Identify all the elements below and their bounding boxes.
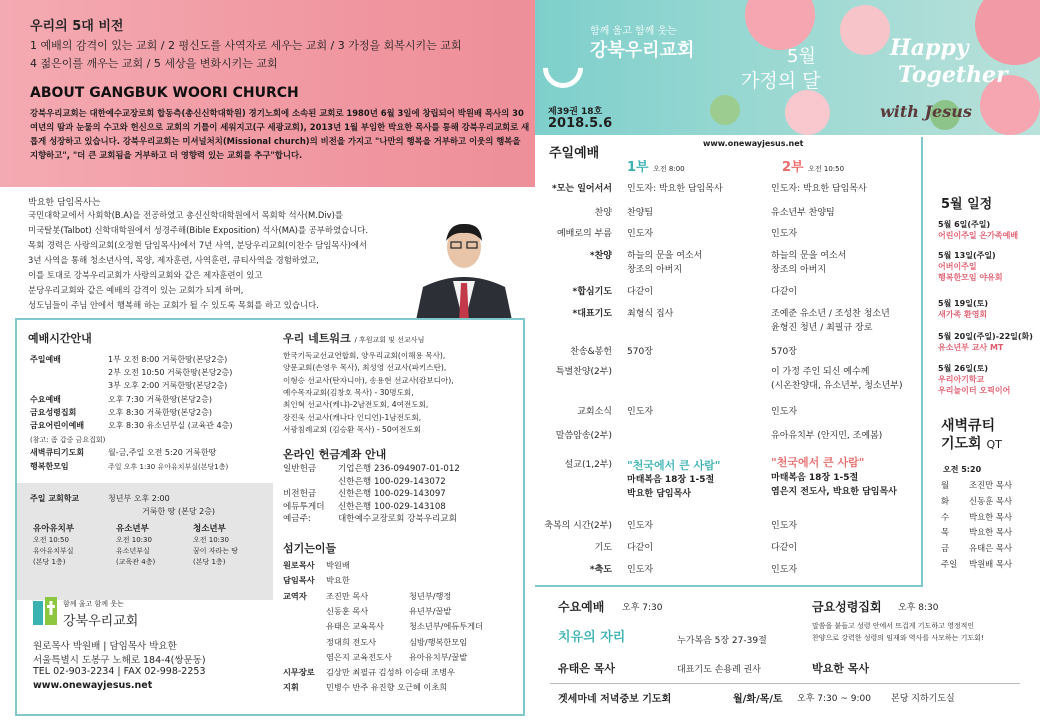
worship-row-label: *대표기도 — [572, 309, 612, 319]
worship-row-label: *모는 일어서서 — [551, 184, 612, 194]
friday-preacher: 박요한 목사 — [812, 662, 869, 675]
qt-leader: 조진만 목사 — [969, 480, 1013, 490]
sunday-school-title: 주일 교회학교 — [30, 494, 80, 503]
flower-decoration — [840, 5, 890, 55]
worship-row-service-2: 유소년부 찬양팀 — [771, 208, 835, 218]
worship-row-label: 설교(1,2부) — [564, 460, 612, 470]
worship-row-service-2: 인도자 — [771, 521, 798, 531]
network-item: 장진욱 선교사(캐나다 인디언)-1남전도회, — [283, 412, 422, 422]
worship-row-label: *합심기도 — [572, 287, 612, 297]
worship-row-label: 찬양 — [594, 208, 612, 218]
about-title: ABOUT GANGBUK WOORI CHURCH — [30, 85, 299, 101]
pastor-bio-line: 3년 사역을 통해 청소년사역, 목양, 제자훈련, 사역훈련, 큐티사역을 경험하였고, — [28, 255, 319, 265]
servant-duty: 유년부/꿀밭 — [409, 605, 452, 616]
service-time-label: 금요성령집회 — [30, 408, 77, 417]
happy-title-2: Together — [898, 62, 1008, 88]
offering-label: 비전헌금 — [283, 489, 317, 500]
friday-title: 금요성령집회 — [812, 600, 882, 614]
qt-title-1: 새벽큐티 — [941, 418, 996, 434]
network-title: 우리 네트워크 / 후원교회 및 선교사님 — [283, 332, 425, 345]
qt-leader: 박요한 목사 — [969, 511, 1013, 522]
pastor-bio-line: 성도님들이 주님 안에서 행복해 하는 교회가 될 수 있도록 목회를 하고 있습니다. — [28, 300, 319, 310]
worship-row-service-2: 인도자 — [771, 407, 798, 417]
school-dept-floor: (교육관 4층) — [116, 558, 156, 566]
service-time-value: 3부 오후 2:00 거룩한땅(본당2층) — [108, 381, 228, 390]
website-link[interactable]: www.onewayjesus.net — [703, 139, 804, 148]
month-label: 5월 — [787, 46, 816, 67]
qt-day: 화 — [941, 495, 950, 506]
youth-dept-time: 청년부 오후 2:00 — [108, 494, 170, 503]
offering-account: 신한은행 100-029-143097 — [338, 489, 446, 500]
sermon-1-preacher: 박요한 담임목사 — [627, 489, 691, 499]
church-tagline: 함께 울고 함께 웃는 — [590, 26, 677, 37]
network-item: 서광침례교회 (김승환 목사) - 50여전도회 — [283, 424, 422, 434]
worship-row-service-1: 인도자 — [627, 521, 654, 531]
network-item: 예수목자교회(김창호 목사) - 30명도회, — [283, 387, 414, 397]
worship-row-service-2: 인도자 — [771, 229, 798, 239]
servant-name: 민병수 반주 유진향 오근혜 이초희 — [326, 682, 448, 693]
gethsemane-place: 본당 지하기도실 — [891, 694, 955, 704]
schedule-event: 우리놀이터 오픽이어 — [938, 386, 1011, 395]
school-dept-place: 유아유치부실 — [33, 547, 74, 555]
worship-row-service-1: 인도자: 박요한 담임목사 — [627, 184, 723, 194]
pastor-bio-line: 미국탈봇(Talbot) 신학대학원에서 성경주해(Bible Exposition) 석사(MA)를 공부하였습니다. — [28, 225, 368, 235]
sermon-1-title: "천국에서 큰 사람" — [627, 459, 721, 472]
dawn-prayer-time: 월-금,주일 오전 5:20 거룩한땅 — [108, 448, 217, 457]
schedule-date: 5월 13일(주일) — [938, 251, 996, 260]
offering-account: 대한예수교장로회 강북우리교회 — [338, 514, 457, 525]
service-note: (참고: 좀 갑중 금요집회) — [30, 436, 106, 444]
worship-row-service-1: 인도자 — [627, 565, 654, 575]
happy-meeting-label: 행복한모임 — [30, 462, 69, 471]
service-1-head: 1부 오전 8:00 — [627, 160, 685, 175]
service-time-label: 주일예배 — [30, 355, 61, 364]
happy-title-1: Happy — [890, 35, 969, 61]
wednesday-title: 수요예배 — [558, 600, 605, 614]
worship-row-label: 찬송&봉헌 — [570, 347, 612, 357]
servant-name: 유태은 교육목사 — [326, 621, 384, 632]
happy-meeting-time: 주일 오후 1:30 유아유치부실(본당1층) — [108, 463, 229, 471]
worship-row-label: 예배로의 부름 — [556, 229, 612, 239]
servant-name: 조진만 목사 — [326, 590, 369, 601]
schedule-date: 5월 6일(주일) — [938, 220, 991, 229]
school-dept-place: 꿈이 자라는 땅 — [193, 547, 239, 555]
servant-name: 박요한 — [326, 575, 350, 586]
servant-role: 지휘 — [283, 682, 299, 693]
servant-role: 담임목사 — [283, 575, 315, 586]
worship-row-service-1: 하늘의 문을 여소서 — [627, 251, 703, 261]
offering-label: 에듀투게더 — [283, 501, 325, 512]
vision-line-2: 4 젊은이를 깨우는 교회 / 5 세상을 변화시키는 교회 — [30, 57, 278, 70]
pastor-bio-line: 국민대학교에서 사회학(B.A)을 전공하였고 총신신학대학원에서 목회학 석사(M.Div)를 — [28, 210, 343, 220]
servant-role: 원로목사 — [283, 560, 315, 570]
flower-decoration — [975, 0, 1040, 65]
servant-name: 정대희 전도사 — [326, 636, 377, 647]
contact-address: 서울특별시 도봉구 노해로 184-4(쌍문동) — [33, 655, 206, 666]
school-dept-name: 유아유치부 — [33, 524, 75, 534]
offering-account: 신한은행 100-029-143072 — [338, 476, 446, 487]
offering-label: 예금주: — [283, 514, 311, 525]
qt-day: 월 — [941, 480, 950, 490]
servant-duty: 유아유치부/꿀밭 — [409, 651, 468, 662]
worship-row-service-1: 다같이 — [627, 543, 654, 553]
worship-row-label: 기도 — [594, 543, 612, 553]
schedule-event: 유소년부 교사 MT — [938, 343, 1004, 352]
worship-row-service-1: 창조의 아버지 — [627, 265, 683, 275]
servant-duty: 심방/행복한모임 — [409, 636, 468, 647]
gethsemane-title: 겟세마네 저녁중보 기도회 — [558, 694, 672, 705]
offering-title: 온라인 헌금계좌 안내 — [283, 448, 387, 461]
school-dept-time: 오전 10:30 — [116, 536, 152, 544]
offering-account: 신한은행 100-029-143108 — [338, 501, 446, 512]
pastor-label: 박요한 담임목사는 — [28, 198, 101, 208]
worship-row-label: 축복의 시간(2부) — [544, 521, 612, 531]
schedule-event: 어린이주일 온가족예배 — [938, 231, 1019, 240]
worship-row-service-1: 인도자 — [627, 407, 654, 417]
school-dept-name: 청소년부 — [193, 524, 226, 534]
sermon-2-verse: 마태복음 18장 1-5절 — [771, 473, 859, 483]
divider — [550, 683, 1020, 684]
worship-row-service-2: (시온찬양대, 유소년부, 청소년부) — [771, 381, 903, 391]
qt-leader: 박요한 목사 — [969, 527, 1013, 538]
pastor-bio-line: 분당우리교회와 같은 예배의 감격이 있는 교회가 되게 하며, — [28, 285, 244, 295]
offering-account: 기업은행 236-094907-01-012 — [338, 464, 460, 474]
worship-row-service-1: 다같이 — [627, 287, 654, 297]
network-item: 최인혁 선교사(케냐)-2남전도회, 4여전도회, — [283, 400, 429, 410]
schedule-title: 5월 일정 — [941, 197, 993, 212]
servant-name: 박원배 — [326, 560, 350, 570]
sermon-1-verse: 마태복음 18장 1-5절 — [627, 475, 715, 485]
qt-day: 주일 — [941, 559, 958, 569]
servants-title: 섬기는이들 — [283, 542, 337, 555]
school-dept-floor: (본당 1층) — [33, 558, 66, 566]
vision-title: 우리의 5대 비전 — [30, 19, 124, 34]
worship-row-service-2: 이 가정 주인 되신 예수께 — [771, 367, 870, 377]
contact-website[interactable]: www.onewayjesus.net — [33, 680, 153, 691]
worship-row-service-1: 570장 — [627, 347, 653, 357]
servant-name: 김상만 최필규 김성하 이승태 조병우 — [326, 667, 456, 678]
worship-row-service-2: 다같이 — [771, 543, 798, 553]
wednesday-prayer: 대표기도 손용례 권사 — [677, 665, 761, 675]
church-name: 강북우리교회 — [590, 40, 695, 61]
service-2-head: 2부 오전 10:50 — [782, 160, 845, 175]
worship-row-service-1: 찬양팀 — [627, 208, 654, 218]
friday-text-2: 찬양으로 강력한 성령의 임재와 역사를 사모하는 기도회! — [812, 634, 984, 642]
worship-row-service-2: 하늘의 문을 여소서 — [771, 251, 847, 261]
worship-row-service-2: 다같이 — [771, 287, 798, 297]
wednesday-verse: 누가복음 5장 27-39절 — [677, 636, 767, 646]
church-logo-icon — [33, 597, 57, 625]
contact-pastors: 원로목사 박원배 | 담임목사 박요한 — [33, 641, 177, 652]
worship-row-service-2: 조예준 유소년 / 조성찬 청소년 — [771, 309, 890, 319]
worship-row-service-2: 창조의 아버지 — [771, 265, 827, 275]
service-time-value: 오후 8:30 거룩한땅(본당2층) — [108, 408, 212, 417]
school-dept-place: 유소년부실 — [116, 547, 150, 555]
offering-label: 일반헌금 — [283, 464, 317, 474]
worship-row-service-2: 유아유치부 (안지민, 조예봄) — [771, 431, 883, 441]
worship-row-label: 말씀암송(2부) — [555, 431, 612, 441]
sermon-2-preacher: 염은지 전도사, 박요한 담임목사 — [771, 487, 897, 497]
worship-row-service-2: 윤형진 청년 / 최필규 장로 — [771, 323, 873, 333]
gethsemane-time: 오후 7:30 ~ 9:00 — [797, 694, 871, 704]
wednesday-sermon-title: 치유의 자리 — [558, 630, 626, 645]
service-time-value: 오후 7:30 거룩한땅(본당2층) — [108, 395, 212, 404]
worship-title: 주일예배 — [549, 146, 600, 161]
dawn-prayer-label: 새벽큐티기도회 — [30, 448, 85, 457]
worship-row-label: 특별찬양(2부) — [555, 367, 612, 377]
wednesday-time: 오후 7:30 — [622, 603, 663, 613]
network-item: 양문교회(손영우 목사), 최성영 선교사(파키스탄), — [283, 363, 447, 373]
leaf-decoration — [710, 95, 740, 125]
servant-role: 교역자 — [283, 590, 307, 601]
flower-decoration — [785, 90, 830, 135]
worship-row-service-1: 최형식 집사 — [627, 309, 674, 319]
service-time-label: 수요예배 — [30, 395, 61, 404]
service-time-label: 금요어린이예배 — [30, 421, 85, 430]
schedule-date: 5월 26일(토) — [938, 364, 988, 373]
servant-role: 시무장로 — [283, 667, 315, 678]
issue-number: 제39권 18호 — [548, 107, 603, 117]
vision-line-1: 1 예배의 감격이 있는 교회 / 2 평신도를 사역자로 세우는 교회 / 3 가정을 회복시키는 교회 — [30, 39, 462, 52]
friday-time: 오후 8:30 — [898, 603, 939, 613]
servant-name: 염은지 교육전도사 — [326, 651, 392, 662]
servant-duty: 청소년부/에듀투게더 — [409, 621, 483, 632]
schedule-event: 행복한모임 야유회 — [938, 273, 1003, 282]
network-item: 이형승 선교사(탄자니아), 송용현 선교사(캄보디아), — [283, 375, 454, 385]
friday-text-1: 말씀을 붙들고 성령 안에서 뜨겁게 기도하고 영정적인 — [812, 622, 975, 630]
worship-row-service-2: 인도자 — [771, 565, 798, 575]
schedule-date: 5월 19일(토) — [938, 299, 988, 308]
contact-tagline: 함께 울고 함께 웃는 — [63, 600, 124, 608]
sermon-2-title: "천국에서 큰 사람" — [771, 456, 865, 469]
pastor-bio-line: 목회 경력은 사랑의교회(오정현 담임목사)에서 7년 사역, 분당우리교회(이찬수 담임목사)에서 — [28, 240, 368, 250]
schedule-event: 새가족 환영회 — [938, 310, 988, 319]
worship-row-label: 교회소식 — [577, 407, 612, 417]
qt-day: 수 — [941, 511, 950, 522]
worship-row-service-1: 인도자 — [627, 229, 654, 239]
school-dept-name: 유소년부 — [116, 524, 149, 534]
qt-leader: 박원배 목사 — [969, 559, 1013, 569]
school-dept-time: 오전 10:30 — [193, 536, 229, 544]
servant-name: 신동훈 목사 — [326, 605, 369, 616]
school-dept-time: 오전 10:50 — [33, 536, 69, 544]
youth-dept-place: 거룩한 땅 (본당 2층) — [142, 507, 216, 516]
schedule-event: 어버이주일 — [938, 262, 977, 271]
servant-duty: 청년부/행정 — [409, 590, 452, 601]
qt-leader: 신동훈 목사 — [969, 495, 1013, 506]
qt-time: 오전 5:20 — [943, 465, 982, 474]
qt-title-2: 기도회 QT — [941, 436, 1002, 452]
happy-title-3: with Jesus — [880, 102, 972, 121]
schedule-date: 5월 20일(주일)-22일(화) — [938, 332, 1033, 341]
worship-row-service-2: 인도자: 박요한 담임목사 — [771, 184, 867, 194]
pastor-photo — [405, 215, 523, 325]
service-time-value: 오후 8:30 유소년부실 (교육관 4층) — [108, 421, 233, 430]
pastor-bio — [28, 208, 448, 313]
qt-day: 금 — [941, 543, 950, 554]
wednesday-preacher: 유태은 목사 — [558, 662, 615, 675]
qt-day: 목 — [941, 527, 950, 538]
schedule-event: 우리아기학교 — [938, 375, 985, 384]
gethsemane-days: 월/화/목/토 — [733, 694, 783, 705]
service-times-title: 예배시간안내 — [28, 332, 92, 345]
month-theme: 가정의 달 — [741, 70, 821, 92]
pastor-bio-line: 이를 토대로 강북우리교회가 사랑의교회와 같은 제자훈련이 있고 — [28, 270, 263, 280]
issue-date: 2018.5.6 — [548, 116, 613, 131]
worship-row-label: *찬양 — [589, 251, 612, 261]
qt-leader: 유태은 목사 — [969, 543, 1013, 554]
service-time-value: 1부 오전 8:00 거룩한땅(본당2층) — [108, 355, 228, 364]
worship-row-label: *축도 — [589, 565, 612, 575]
contact-church-name: 강북우리교회 — [63, 614, 139, 629]
contact-phone: TEL 02-903-2234 | FAX 02-998-2253 — [33, 666, 206, 677]
worship-row-service-2: 570장 — [771, 347, 797, 357]
about-text: 강북우리교회는 대한예수교장로회 합동측(총신신학대학원) 경기노회에 소속된 교회로 1980년 6월 3일에 창립되어 박원배 목사의 30여년의 땀과 눈물의 수고와 헌신으로 교회의 기틀이 세워지고(구 세광교회), 2013년 1월 부임한 박요한 목사를 통해 강북우리교회로 새롭게 성장하고 있습니다. 강북우리교회는 미셔널처치(Missional church)의 비전을 가지고 "나만의 행복을 거부하고 이웃의 행복을 지향하고", "더 큰 교회됨을 거부하고 더 영향력 있는 교회를 추구"합니다. — [30, 108, 530, 160]
school-dept-floor: (본당 1층) — [193, 558, 226, 566]
service-time-value: 2부 오전 10:50 거룩한땅(본당2층) — [108, 368, 233, 377]
network-item: 한국기독교선교연합회, 양우리교회(이해용 목사), — [283, 351, 446, 360]
